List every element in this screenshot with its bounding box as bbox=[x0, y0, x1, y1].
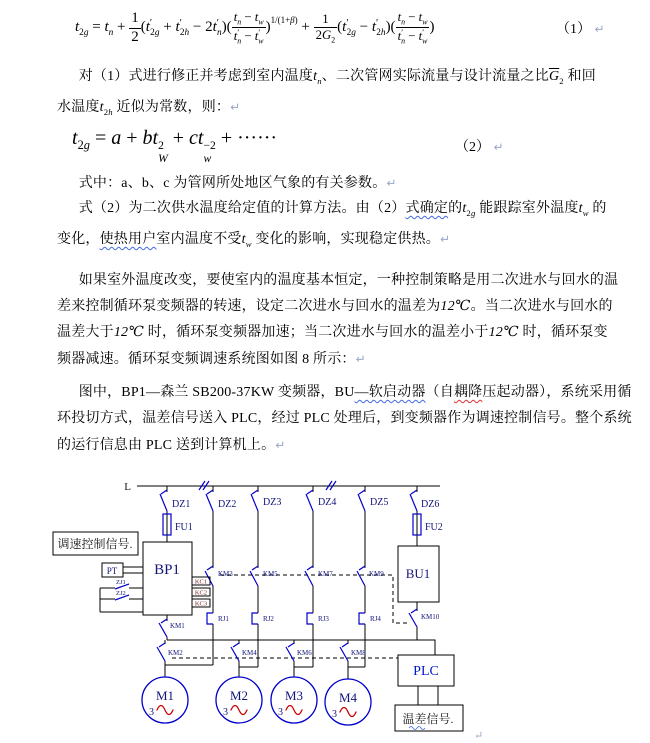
text-line: 式（2）为二次供水温度给定值的计算方法。由（2）式确定的$t_{2g}$ 能跟踪室外温度$t_w$ 的 bbox=[78, 201, 607, 218]
text-line: 环投切方式，温差信号送入 PLC，经过 PLC 处理后，到变频器作为调速控制信号。整个系统 bbox=[57, 411, 632, 426]
formula-simplified bbox=[72, 126, 504, 166]
phase-l-label: L bbox=[124, 481, 131, 493]
breaker-dz2-label: DZ2 bbox=[218, 499, 237, 510]
text-line: 对（1）式进行修正并考虑到室内温度$t_n$、二次管网实际流量与设计流量之比$\overline{G}_2$ 和回 bbox=[78, 69, 596, 86]
text-line: 水温度$t_{2h}$ 近似为常数，则：↵ bbox=[57, 99, 241, 117]
contactor-km2-label: KM2 bbox=[168, 649, 183, 657]
plc-label: PLC bbox=[413, 664, 439, 679]
paragraph-system bbox=[57, 380, 632, 459]
paragraph-correction bbox=[57, 64, 609, 125]
contactor-km8-label: KM8 bbox=[351, 649, 366, 657]
inverter-bp1-label: BP1 bbox=[154, 562, 180, 578]
motor-m1-label: M1 bbox=[155, 688, 175, 703]
breaker-dz1-label: DZ1 bbox=[172, 499, 191, 510]
motor-m2-phase-label: 3 bbox=[223, 707, 228, 718]
relay-output-kc2-label: KC2 bbox=[194, 589, 208, 597]
thermal-rj4-label: RJ4 bbox=[370, 615, 381, 623]
motor-m3-phase-label: 3 bbox=[278, 707, 283, 718]
motor-m3-label: M3 bbox=[284, 688, 304, 703]
paragraph-mark: ↵ bbox=[474, 730, 484, 742]
contactor-km9-label: KM9 bbox=[369, 570, 384, 578]
contactor-km5-label: KM5 bbox=[263, 570, 278, 578]
breaker-dz3-label: DZ3 bbox=[263, 497, 282, 508]
contactor-km3-label: KM3 bbox=[218, 570, 233, 578]
text-line: 温差大于12℃ 时，循环泵变频器加速；当二次进水与回水的温差小于12℃ 时，循环泵变 bbox=[57, 325, 608, 340]
formula-expression: $t_{2g} = a$ + bt 2 W + ct −2 w + ······ bbox=[72, 127, 278, 165]
thermal-relay-symbols bbox=[207, 613, 365, 624]
relay-output-kc1-label: KC1 bbox=[194, 578, 208, 586]
paragraph-parameters bbox=[57, 170, 609, 197]
fuse-symbols bbox=[163, 514, 421, 535]
motor-m2-label: M2 bbox=[229, 688, 249, 703]
text-line: 式中：a、b、c 为管网所处地区气象的有关参数。↵ bbox=[78, 176, 397, 191]
contactor-km7-label: KM7 bbox=[318, 570, 333, 578]
equation-number: （1） ↵ bbox=[556, 22, 605, 37]
fuse-fu2-label: FU2 bbox=[425, 522, 443, 533]
text-line: 差来控制循环泵变频器的转速，设定二次进水与回水的温差为12℃。当二次进水与回水的 bbox=[57, 299, 613, 314]
pt-label: PT bbox=[106, 566, 118, 576]
paragraph-strategy bbox=[57, 268, 619, 373]
text-line: 的运行信息由 PLC 送到计算机上。↵ bbox=[57, 438, 286, 453]
contactor-symbols bbox=[115, 566, 417, 661]
motor-m1-phase-label: 3 bbox=[149, 707, 154, 718]
breaker-dz6-label: DZ6 bbox=[421, 499, 440, 510]
thermal-rj3-label: RJ3 bbox=[318, 615, 329, 623]
zj2-label: ZJ2 bbox=[116, 590, 126, 597]
motor-m4-label: M4 bbox=[338, 690, 358, 705]
fuse-fu1-label: FU1 bbox=[175, 522, 193, 533]
pump-vfd-circuit-diagram bbox=[0, 470, 650, 743]
text-line: 变化，使热用户室内温度不受$t_w$ 变化的影响，实现稳定供热。↵ bbox=[57, 231, 450, 249]
inverter-bp1-box bbox=[143, 542, 192, 615]
contactor-km10-label: KM10 bbox=[421, 613, 440, 621]
thermal-rj2-label: RJ2 bbox=[263, 615, 274, 623]
paragraph-mark: ↵ bbox=[594, 22, 605, 36]
equation-number: （2） ↵ bbox=[455, 140, 504, 155]
power-wiring bbox=[100, 486, 440, 705]
contactor-km6-label: KM6 bbox=[297, 649, 312, 657]
softstarter-bu1-label: BU1 bbox=[405, 566, 431, 581]
motor-m4-phase-label: 3 bbox=[332, 709, 337, 720]
contactor-km4-label: KM4 bbox=[242, 649, 257, 657]
relay-output-kc3-label: KC3 bbox=[194, 600, 208, 608]
text-line: 如果室外温度改变，要使室内的温度基本恒定，一种控制策略是用二次进水与回水的温 bbox=[78, 273, 619, 288]
breaker-dz4-label: DZ4 bbox=[318, 497, 337, 508]
breaker-dz5-label: DZ5 bbox=[370, 497, 389, 508]
speed-signal-label: 调速控制信号. bbox=[57, 537, 133, 551]
zj1-label: ZJ1 bbox=[116, 579, 126, 586]
thermal-rj1-label: RJ1 bbox=[218, 615, 229, 623]
text-line: 图中，BP1—森兰 SB200-37KW 变频器，BU—软启动器（自耦降压起动器），系统采用循 bbox=[78, 385, 632, 400]
paragraph-tracking bbox=[57, 196, 609, 257]
contactor-km1-label: KM1 bbox=[170, 622, 185, 630]
formula-expression: $t_{2g} = t_n$ + $\frac{1}{2}$ $(t'_{2g} + t'_{2h} - 2t'_n)$( $\frac{t_n - t_w}{t'_n - t'_w}$ )$^{1/(1+\beta)}$ + $\frac{1}{2\overline{G}_2}$ $(t'_{2g} - t'_{2h})$( $\frac{t_n - t_w}{t'_n - t'_w}$ ) bbox=[75, 10, 435, 46]
text-line: 频器减速。循环泵变频调速系统图如图 8 所示：↵ bbox=[57, 352, 366, 367]
temp-signal-label: 温差信号. bbox=[402, 712, 454, 726]
paragraph-mark: ↵ bbox=[493, 140, 504, 154]
formula-supply-temp bbox=[75, 2, 605, 54]
